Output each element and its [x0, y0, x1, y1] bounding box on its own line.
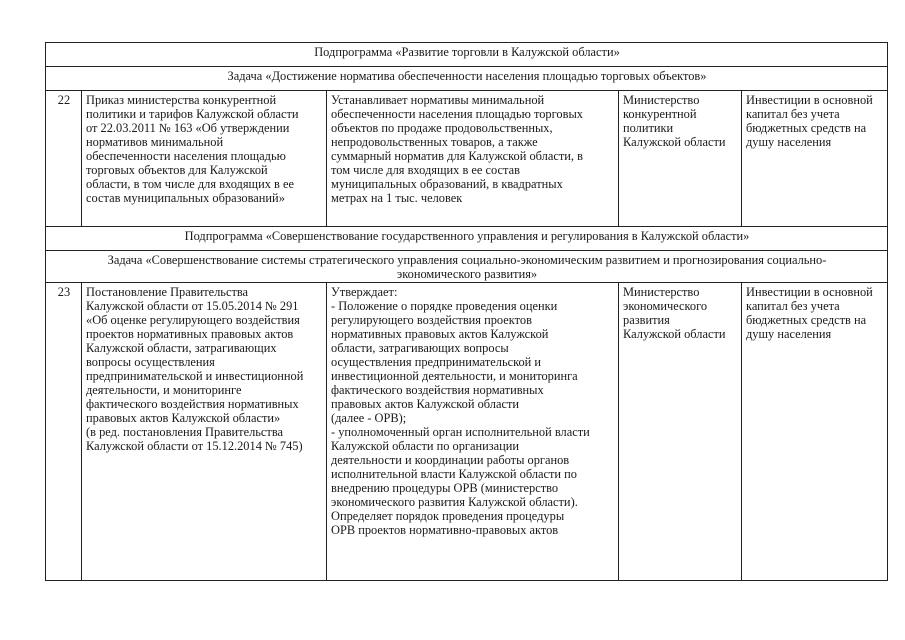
- act-line: фактического воздействия нормативных: [86, 397, 299, 411]
- subprogram-row: [46, 227, 888, 251]
- executor-cell: [619, 283, 742, 581]
- act-line: вопросы осуществления: [86, 355, 215, 369]
- content-line: регулирующего воздействия проектов: [331, 313, 532, 327]
- content-cell: [327, 283, 619, 581]
- act-cell: [82, 91, 327, 227]
- act-line: области, в том числе для входящих в ее: [86, 177, 294, 191]
- act-line: обеспеченности населения площадью: [86, 149, 286, 163]
- executor-line: Министерство: [623, 93, 700, 107]
- act-line: политики и тарифов Калужской области: [86, 107, 299, 121]
- act-line: Калужской области от 15.12.2014 № 745): [86, 439, 303, 453]
- subprogram-title: Подпрограмма «Развитие торговли в Калужской области»: [46, 43, 888, 67]
- executor-line: Калужской области: [623, 135, 726, 149]
- content-line: Устанавливает нормативы минимальной: [331, 93, 545, 107]
- content-line: правовых актов Калужской области: [331, 397, 519, 411]
- act-line: Приказ министерства конкурентной: [86, 93, 277, 107]
- content-line: экономического развития Калужской области).: [331, 495, 578, 509]
- act-line: от 22.03.2011 № 163 «Об утверждении: [86, 121, 290, 135]
- table-row: [46, 283, 888, 581]
- row-number: 23: [46, 283, 82, 581]
- act-line: проектов нормативных правовых актов: [86, 327, 294, 341]
- act-line: предпринимательской и инвестиционной: [86, 369, 304, 383]
- content-line: - Положение о порядке проведения оценки: [331, 299, 558, 313]
- act-line: деятельности, и мониторинге: [86, 383, 242, 397]
- content-line: Калужской области по организации: [331, 439, 520, 453]
- content-line: (далее - ОРВ);: [331, 411, 407, 425]
- act-line: Постановление Правительства: [86, 285, 249, 299]
- indicator-line: Инвестиции в основной: [746, 93, 873, 107]
- content-line: внедрению процедуры ОРВ (министерство: [331, 481, 559, 495]
- task-title: [46, 251, 888, 283]
- content-line: том числе для входящих в ее состав: [331, 163, 520, 177]
- content-line: - уполномоченный орган исполнительной власти: [331, 425, 590, 439]
- content-line: Определяет порядок проведения процедуры: [331, 509, 565, 523]
- indicator-cell: [742, 283, 888, 581]
- act-line: Калужской области, затрагивающих: [86, 341, 277, 355]
- task-line: Задача «Совершенствование системы стратегического управления социально-экономическим развитием и прогнозирования социально-: [107, 253, 827, 267]
- content-line: метрах на 1 тыс. человек: [331, 191, 463, 205]
- indicator-line: бюджетных средств на: [746, 121, 867, 135]
- indicator-cell: [742, 91, 888, 227]
- content-cell: [327, 91, 619, 227]
- content-line: объектов по продаже продовольственных,: [331, 121, 553, 135]
- task-line: экономического развития»: [396, 267, 538, 281]
- act-line: состав муниципальных образований»: [86, 191, 285, 205]
- act-line: нормативов минимальной: [86, 135, 224, 149]
- content-line: деятельности и координации работы органов: [331, 453, 570, 467]
- act-cell: [82, 283, 327, 581]
- indicator-line: душу населения: [746, 135, 832, 149]
- document-page: [45, 42, 887, 581]
- executor-line: конкурентной: [623, 107, 697, 121]
- indicator-line: капитал без учета: [746, 107, 840, 121]
- content-line: муниципальных образований, в квадратных: [331, 177, 563, 191]
- executor-line: экономического: [623, 299, 708, 313]
- content-line: нормативных правовых актов Калужской: [331, 327, 549, 341]
- row-number: 22: [46, 91, 82, 227]
- content-line: непродовольственных товаров, а также: [331, 135, 538, 149]
- content-line: области, затрагивающих вопросы: [331, 341, 509, 355]
- task-row: [46, 251, 888, 283]
- act-line: торговых объектов для Калужской: [86, 163, 268, 177]
- task-row: [46, 67, 888, 91]
- indicator-line: душу населения: [746, 327, 832, 341]
- content-line: обеспеченности населения площадью торговых: [331, 107, 583, 121]
- executor-line: политики: [623, 121, 674, 135]
- content-line: ОРВ проектов нормативно-правовых актов: [331, 523, 559, 537]
- act-line: Калужской области от 15.05.2014 № 291: [86, 299, 299, 313]
- indicator-line: капитал без учета: [746, 299, 840, 313]
- content-line: осуществления предпринимательской и: [331, 355, 542, 369]
- content-line: фактического воздействия нормативных: [331, 383, 544, 397]
- act-line: правовых актов Калужской области»: [86, 411, 281, 425]
- content-line: Утверждает:: [331, 285, 398, 299]
- indicator-line: Инвестиции в основной: [746, 285, 873, 299]
- task-title: Задача «Достижение норматива обеспеченности населения площадью торговых объектов»: [46, 67, 888, 91]
- executor-line: Калужской области: [623, 327, 726, 341]
- indicator-line: бюджетных средств на: [746, 313, 867, 327]
- content-line: исполнительной власти Калужской области по: [331, 467, 577, 481]
- subprogram-row: [46, 43, 888, 67]
- subprogram-title: Подпрограмма «Совершенствование государственного управления и регулирования в Калужской области»: [46, 227, 888, 251]
- act-line: (в ред. постановления Правительства: [86, 425, 284, 439]
- executor-cell: [619, 91, 742, 227]
- content-line: суммарный норматив для Калужской области, в: [331, 149, 583, 163]
- executor-line: развития: [623, 313, 670, 327]
- executor-line: Министерство: [623, 285, 700, 299]
- measures-table: [45, 42, 888, 581]
- content-line: инвестиционной деятельности, и мониторинга: [331, 369, 578, 383]
- act-line: «Об оценке регулирующего воздействия: [86, 313, 300, 327]
- table-row: [46, 91, 888, 227]
